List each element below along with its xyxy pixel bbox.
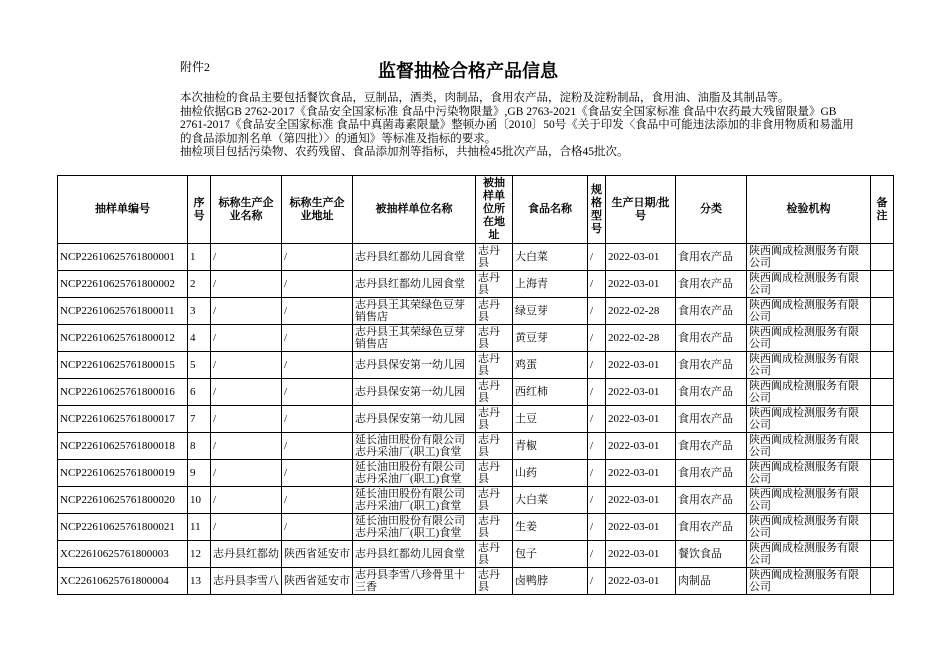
table-cell: 志丹县保安第一幼儿园 [353, 406, 476, 433]
table-cell: NCP22610625761800016 [58, 379, 188, 406]
table-cell: 志丹县 [476, 433, 513, 460]
table-cell [871, 325, 894, 352]
table-row [58, 514, 894, 541]
inspection-results-table [57, 175, 894, 595]
table-cell: 西红柿 [513, 379, 588, 406]
table-cell: 志丹县李雪八珍骨里十三香 [353, 568, 476, 595]
table-cell: 7 [188, 406, 211, 433]
table-cell: 黄豆芽 [513, 325, 588, 352]
table-cell [871, 433, 894, 460]
table-cell: / [282, 487, 353, 514]
table-cell: 土豆 [513, 406, 588, 433]
table-cell: / [588, 514, 606, 541]
intro-paragraph-3: 抽检项目包括污染物、农药残留、食品添加剂等指标，共抽检45批次产品，合格45批次。 [180, 146, 629, 158]
table-cell: / [282, 244, 353, 271]
table-cell: / [282, 325, 353, 352]
table-cell: 2022-02-28 [606, 325, 676, 352]
table-cell [871, 271, 894, 298]
table-row [58, 460, 894, 487]
table-cell: 志丹县红都幼儿园食堂 [353, 271, 476, 298]
table-cell: 食用农产品 [676, 325, 747, 352]
table-cell: / [211, 325, 282, 352]
table-cell: 绿豆芽 [513, 298, 588, 325]
table-cell: 志丹县王其荣绿色豆芽销售店 [353, 298, 476, 325]
table-cell: 食用农产品 [676, 244, 747, 271]
table-row [58, 244, 894, 271]
table-cell: 肉制品 [676, 568, 747, 595]
table-row [58, 568, 894, 595]
table-cell [871, 514, 894, 541]
table-cell: / [588, 379, 606, 406]
table-cell: / [588, 244, 606, 271]
table-cell: / [282, 379, 353, 406]
table-cell: 食用农产品 [676, 433, 747, 460]
table-cell: 志丹县红都幼 [211, 541, 282, 568]
column-header: 分类 [676, 176, 747, 244]
table-cell: 卤鸭脖 [513, 568, 588, 595]
column-header: 标称生产企业地址 [282, 176, 353, 244]
table-cell: 大白菜 [513, 487, 588, 514]
table-cell: 陕西阗成检测服务有限公司 [747, 514, 871, 541]
table-cell: 志丹县 [476, 298, 513, 325]
table-cell: 志丹县 [476, 406, 513, 433]
table-cell: 陕西阗成检测服务有限公司 [747, 487, 871, 514]
table-cell: 食用农产品 [676, 298, 747, 325]
table-cell: / [211, 460, 282, 487]
table-row [58, 271, 894, 298]
table-cell: NCP22610625761800021 [58, 514, 188, 541]
table-cell: 10 [188, 487, 211, 514]
table-cell: NCP22610625761800002 [58, 271, 188, 298]
table-cell: / [282, 352, 353, 379]
table-cell: 延长油田股份有限公司志丹采油厂(职工)食堂 [353, 487, 476, 514]
table-cell: 食用农产品 [676, 514, 747, 541]
table-cell: 陕西阗成检测服务有限公司 [747, 460, 871, 487]
table-cell [871, 406, 894, 433]
table-cell: 延长油田股份有限公司志丹采油厂(职工)食堂 [353, 460, 476, 487]
table-cell: / [282, 433, 353, 460]
table-cell: 4 [188, 325, 211, 352]
table-cell: 延长油田股份有限公司志丹采油厂(职工)食堂 [353, 433, 476, 460]
table-cell: 上海青 [513, 271, 588, 298]
table-cell: 陕西阗成检测服务有限公司 [747, 244, 871, 271]
table-cell: / [588, 406, 606, 433]
table-cell: / [211, 352, 282, 379]
table-cell: 陕西阗成检测服务有限公司 [747, 541, 871, 568]
table-cell: / [211, 487, 282, 514]
table-cell: 志丹县 [476, 379, 513, 406]
table-cell: 志丹县王其荣绿色豆芽销售店 [353, 325, 476, 352]
table-row [58, 541, 894, 568]
table-row [58, 352, 894, 379]
table-cell: 2022-03-01 [606, 433, 676, 460]
table-cell: 志丹县保安第一幼儿园 [353, 352, 476, 379]
table-cell: 志丹县 [476, 514, 513, 541]
table-cell [871, 379, 894, 406]
table-cell: 陕西阗成检测服务有限公司 [747, 271, 871, 298]
table-cell: / [588, 487, 606, 514]
table-cell: 2022-03-01 [606, 406, 676, 433]
table-cell [871, 244, 894, 271]
table-cell: / [211, 433, 282, 460]
table-header-row [58, 176, 894, 244]
table-cell: 2 [188, 271, 211, 298]
table-cell: 志丹县 [476, 541, 513, 568]
table-cell: 5 [188, 352, 211, 379]
table-cell: 陕西阗成检测服务有限公司 [747, 325, 871, 352]
table-cell: 8 [188, 433, 211, 460]
table-cell: 11 [188, 514, 211, 541]
table-cell: 食用农产品 [676, 406, 747, 433]
table-cell: / [211, 298, 282, 325]
page-title: 监督抽检合格产品信息 [378, 61, 558, 81]
table-cell: 食用农产品 [676, 271, 747, 298]
table-cell: 3 [188, 298, 211, 325]
column-header: 序号 [188, 176, 211, 244]
attachment-label: 附件2 [180, 60, 211, 74]
table-cell: 陕西阗成检测服务有限公司 [747, 379, 871, 406]
table-cell: 陕西阗成检测服务有限公司 [747, 568, 871, 595]
table-cell: 2022-03-01 [606, 568, 676, 595]
table-cell: 陕西阗成检测服务有限公司 [747, 433, 871, 460]
intro-paragraph-2: 抽检依据GB 2762-2017《食品安全国家标准 食品中污染物限量》,GB 2763-2021《食品安全国家标准 食品中农药最大残留限量》GB 2761-2017《食品安全国家标准 食品中真菌毒素限量》整顿办函〔2010〕50号《关于印发〈食品中可能违法添加的非食用物质和易滥用的食品添加剂名单（第四批）〉的通知》等标准及指标的要求。 [180, 105, 854, 145]
table-cell: 13 [188, 568, 211, 595]
table-cell: NCP22610625761800017 [58, 406, 188, 433]
column-header: 被抽样单位所在地址 [476, 176, 513, 244]
table-cell [871, 541, 894, 568]
column-header: 备注 [871, 176, 894, 244]
table-cell [871, 568, 894, 595]
table-cell: / [588, 433, 606, 460]
table-cell: 陕西阗成检测服务有限公司 [747, 298, 871, 325]
table-row [58, 433, 894, 460]
table-cell [871, 298, 894, 325]
table-cell: 志丹县 [476, 487, 513, 514]
table-cell: NCP22610625761800001 [58, 244, 188, 271]
table-row [58, 379, 894, 406]
table-cell: / [211, 406, 282, 433]
column-header: 被抽样单位名称 [353, 176, 476, 244]
table-cell: 志丹县 [476, 568, 513, 595]
table-cell: 包子 [513, 541, 588, 568]
table-cell: / [282, 298, 353, 325]
table-cell: 2022-03-01 [606, 541, 676, 568]
table-cell: / [588, 541, 606, 568]
table-cell: 志丹县李雪八 [211, 568, 282, 595]
table-cell: 餐饮食品 [676, 541, 747, 568]
table-cell: 2022-03-01 [606, 514, 676, 541]
column-header: 规格型号 [588, 176, 606, 244]
intro-paragraph-1: 本次抽检的食品主要包括餐饮食品，豆制品，酒类，肉制品，食用农产品，淀粉及淀粉制品，食用油、油脂及其制品等。 [180, 92, 790, 104]
table-cell: 2022-03-01 [606, 271, 676, 298]
table-cell: NCP22610625761800015 [58, 352, 188, 379]
table-row [58, 406, 894, 433]
table-cell: 志丹县 [476, 244, 513, 271]
table-cell: 志丹县保安第一幼儿园 [353, 379, 476, 406]
table-cell: NCP22610625761800011 [58, 298, 188, 325]
table-cell: 食用农产品 [676, 487, 747, 514]
table-cell: 食用农产品 [676, 352, 747, 379]
table-cell: / [588, 298, 606, 325]
column-header: 抽样单编号 [58, 176, 188, 244]
table-cell: / [282, 406, 353, 433]
table-cell: / [282, 514, 353, 541]
table-cell: 延长油田股份有限公司志丹采油厂(职工)食堂 [353, 514, 476, 541]
table-cell: 食用农产品 [676, 460, 747, 487]
column-header: 标称生产企业名称 [211, 176, 282, 244]
column-header: 食品名称 [513, 176, 588, 244]
table-cell: 青椒 [513, 433, 588, 460]
table-cell: / [211, 379, 282, 406]
table-cell: / [211, 244, 282, 271]
table-cell: 食用农产品 [676, 379, 747, 406]
table-cell [871, 487, 894, 514]
table-cell: / [282, 271, 353, 298]
table-cell: 志丹县 [476, 460, 513, 487]
table-cell: / [211, 271, 282, 298]
table-cell: / [588, 352, 606, 379]
table-cell: NCP22610625761800012 [58, 325, 188, 352]
table-cell: / [588, 325, 606, 352]
table-cell: 志丹县 [476, 325, 513, 352]
table-cell: 志丹县红都幼儿园食堂 [353, 244, 476, 271]
table-cell [871, 460, 894, 487]
table-cell: 陕西省延安市 [282, 541, 353, 568]
table-cell: / [588, 568, 606, 595]
table-cell: 陕西阗成检测服务有限公司 [747, 406, 871, 433]
table-cell: XC22610625761800003 [58, 541, 188, 568]
table-cell: 鸡蛋 [513, 352, 588, 379]
table-cell: 2022-03-01 [606, 379, 676, 406]
table-row [58, 325, 894, 352]
table-cell: / [282, 460, 353, 487]
table-cell: 9 [188, 460, 211, 487]
table-cell: 2022-02-28 [606, 298, 676, 325]
table-cell: 1 [188, 244, 211, 271]
table-cell: / [588, 460, 606, 487]
table-cell: 大白菜 [513, 244, 588, 271]
column-header: 检验机构 [747, 176, 871, 244]
table-cell [871, 352, 894, 379]
table-cell: NCP22610625761800020 [58, 487, 188, 514]
table-cell: 生姜 [513, 514, 588, 541]
table-cell: / [588, 271, 606, 298]
table-cell: 2022-03-01 [606, 352, 676, 379]
table-cell: 6 [188, 379, 211, 406]
table-cell: 2022-03-01 [606, 487, 676, 514]
table-row [58, 487, 894, 514]
table-cell: 2022-03-01 [606, 244, 676, 271]
column-header: 生产日期/批号 [606, 176, 676, 244]
table-body [58, 244, 894, 595]
table-cell: 志丹县 [476, 352, 513, 379]
table-cell: 志丹县 [476, 271, 513, 298]
table-row [58, 298, 894, 325]
table-cell: XC22610625761800004 [58, 568, 188, 595]
table-cell: NCP22610625761800018 [58, 433, 188, 460]
table-cell: 12 [188, 541, 211, 568]
table-cell: 2022-03-01 [606, 460, 676, 487]
table-cell: 志丹县红都幼儿园食堂 [353, 541, 476, 568]
table-cell: 山药 [513, 460, 588, 487]
table-cell: NCP22610625761800019 [58, 460, 188, 487]
table-cell: / [211, 514, 282, 541]
table-cell: 陕西阗成检测服务有限公司 [747, 352, 871, 379]
intro-paragraphs [180, 92, 864, 160]
table-cell: 陕西省延安市 [282, 568, 353, 595]
